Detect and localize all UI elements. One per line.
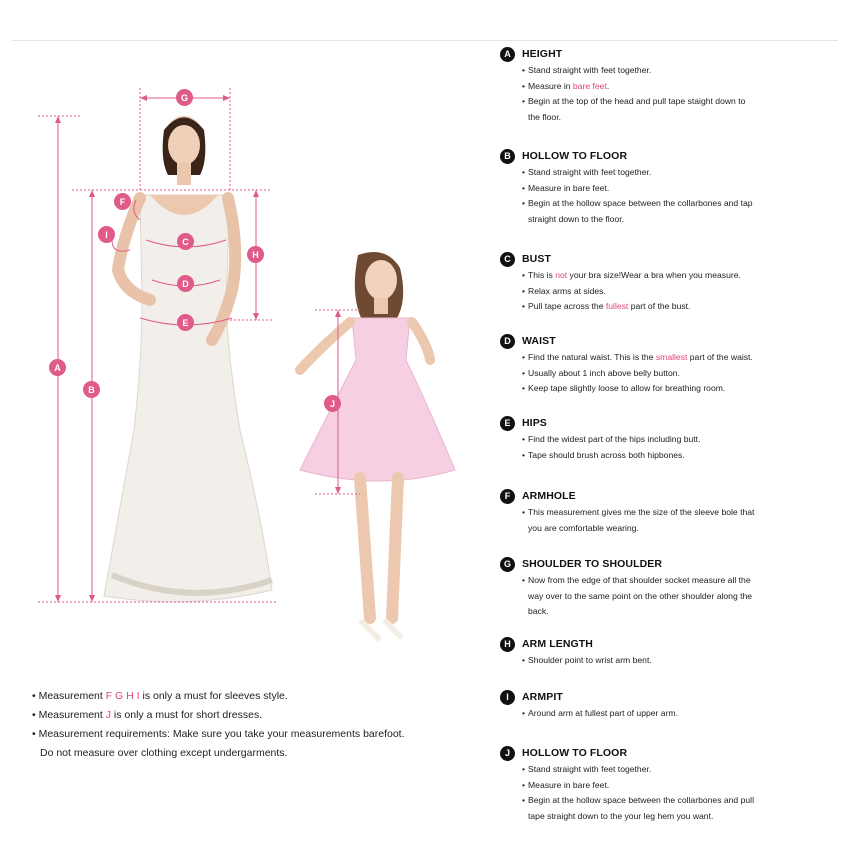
bride-figure <box>104 116 272 602</box>
section-i <box>500 689 830 722</box>
section-header <box>500 148 830 164</box>
bullet-text: Find the widest part of the hips including butt. <box>528 434 701 444</box>
bullet-text: fullest <box>605 301 629 311</box>
bullet-text: Find the natural waist. This is the <box>528 352 656 362</box>
bullet-list <box>522 653 830 669</box>
section-header <box>500 46 830 62</box>
bullet-item <box>522 573 830 589</box>
section-header <box>500 556 830 572</box>
marker-c: C <box>177 233 194 250</box>
bullet-item <box>522 284 830 300</box>
bullet-item <box>522 350 830 366</box>
letter-badge: A <box>500 47 515 62</box>
bullet-list <box>522 762 830 824</box>
bullet-text: Pull tape across the <box>528 301 606 311</box>
letter-badge: H <box>500 637 515 652</box>
letter-badge: I <box>500 690 515 705</box>
bullet-list <box>522 165 830 227</box>
section-title: SHOULDER TO SHOULDER <box>522 558 663 570</box>
bullet-text: Begin at the top of the head and pull tape staight down to <box>528 96 746 106</box>
section-header <box>500 745 830 761</box>
section-header <box>500 333 830 349</box>
section-j <box>500 745 830 824</box>
note-1: • Measurement F G H I is only a must for sleeves style. <box>32 690 288 702</box>
bullet-item <box>522 762 830 778</box>
section-f <box>500 488 830 536</box>
bullet-text: Around arm at fullest part of upper arm. <box>528 708 678 718</box>
section-header <box>500 251 830 267</box>
section-header <box>500 636 830 652</box>
bullet-text: . <box>606 80 610 91</box>
bullet-item <box>522 432 830 448</box>
bullet-text: This is <box>528 270 556 280</box>
bullet-list <box>522 432 830 463</box>
bullet-list <box>522 350 830 397</box>
letter-badge: G <box>500 557 515 572</box>
bullet-list <box>522 706 830 722</box>
bullet-list <box>522 505 830 536</box>
bullet-text: Usually about 1 inch above belly button. <box>528 367 680 378</box>
bullet-item <box>522 165 830 181</box>
bullet-text: Keep tape slightly loose to allow for breathing room. <box>528 383 726 393</box>
section-title: ARM LENGTH <box>522 638 593 650</box>
bullet-item <box>522 94 830 110</box>
bullet-text: part of the bust. <box>628 301 691 311</box>
note-4: Do not measure over clothing except undergarments. <box>40 747 288 759</box>
bullet-text: Begin at the hollow space between the collarbones and pull <box>528 795 754 805</box>
letter-badge: B <box>500 149 515 164</box>
letter-badge: D <box>500 334 515 349</box>
marker-g: G <box>176 89 193 106</box>
section-b <box>500 148 830 227</box>
marker-d: D <box>177 275 194 292</box>
bullet-text: Stand straight with feet together. <box>528 167 652 177</box>
bullet-item <box>522 653 830 669</box>
bullet-item <box>522 299 830 315</box>
bullet-continuation: the floor. <box>528 111 561 122</box>
section-title: ARMHOLE <box>522 490 576 502</box>
bullet-continuation: tape straight down to the your leg hem you want. <box>528 810 714 821</box>
section-header <box>500 415 830 431</box>
bullet-item <box>522 196 830 212</box>
marker-j: J <box>324 395 341 412</box>
section-h <box>500 636 830 669</box>
bullet-item <box>522 505 830 521</box>
bullet-text: bare feet <box>572 80 607 91</box>
section-a <box>500 46 830 125</box>
bullet-item <box>522 381 830 397</box>
measurement-illustration <box>0 0 470 680</box>
bullet-text: Measure in bare feet. <box>528 779 610 790</box>
section-header <box>500 689 830 705</box>
bullet-continuation: straight down to the floor. <box>528 213 625 224</box>
bullet-text: smallest <box>655 352 688 362</box>
letter-badge: E <box>500 416 515 431</box>
bullet-item <box>522 268 830 284</box>
bullet-text: part of the waist. <box>687 352 753 362</box>
section-title: HEIGHT <box>522 48 563 60</box>
section-title: HIPS <box>522 417 547 429</box>
section-title: ARMPIT <box>522 691 563 703</box>
bullet-item <box>522 778 830 794</box>
bullet-item <box>522 79 830 95</box>
section-e <box>500 415 830 463</box>
bullet-text: not <box>555 270 568 280</box>
marker-h: H <box>247 246 264 263</box>
bullet-list <box>522 63 830 125</box>
bullet-item <box>522 63 830 79</box>
bullet-text: Relax arms at sides. <box>528 285 606 296</box>
bullet-list <box>522 268 830 315</box>
section-title: BUST <box>522 253 551 265</box>
measurement-notes <box>32 687 405 763</box>
section-g <box>500 556 830 620</box>
bullet-text: Stand straight with feet together. <box>528 65 652 75</box>
bullet-continuation: you are comfortable wearing. <box>528 522 639 533</box>
marker-f: F <box>114 193 131 210</box>
bullet-text: Measure in bare feet. <box>528 182 610 193</box>
marker-a: A <box>49 359 66 376</box>
bullet-text: Begin at the hollow space between the collarbones and tap <box>528 198 753 208</box>
bullet-item <box>522 706 830 722</box>
section-header <box>500 488 830 504</box>
bullet-continuation: way over to the same point on the other shoulder along the <box>528 590 753 601</box>
bullet-continuation: back. <box>528 606 549 616</box>
letter-badge: C <box>500 252 515 267</box>
marker-e: E <box>177 314 194 331</box>
section-title: HOLLOW TO FLOOR <box>522 150 628 162</box>
bullet-item <box>522 793 830 809</box>
bullet-text: Tape should brush across both hipbones. <box>528 449 685 460</box>
section-d <box>500 333 830 397</box>
bullet-text: your bra size!Wear a bra when you measure. <box>567 270 741 280</box>
marker-i: I <box>98 226 115 243</box>
bullet-list <box>522 573 830 620</box>
letter-badge: F <box>500 489 515 504</box>
bullet-text: Shoulder point to wrist arm bent. <box>528 655 652 665</box>
note-2: • Measurement J is only a must for short dresses. <box>32 709 263 721</box>
bullet-text: Now from the edge of that shoulder socket measure all the <box>528 575 751 585</box>
bullet-text: Measure in <box>528 80 573 91</box>
section-title: HOLLOW TO FLOOR <box>522 747 628 759</box>
letter-badge: J <box>500 746 515 761</box>
section-c <box>500 251 830 315</box>
note-3: • Measurement requirements: Make sure you take your measurements barefoot. <box>32 728 405 740</box>
bullet-item <box>522 181 830 197</box>
section-title: WAIST <box>522 335 556 347</box>
bullet-text: Stand straight with feet together. <box>528 764 652 774</box>
marker-b: B <box>83 381 100 398</box>
bullet-item <box>522 366 830 382</box>
bullet-text: This measurement gives me the size of the sleeve bole that <box>528 507 755 517</box>
bullet-item <box>522 448 830 464</box>
